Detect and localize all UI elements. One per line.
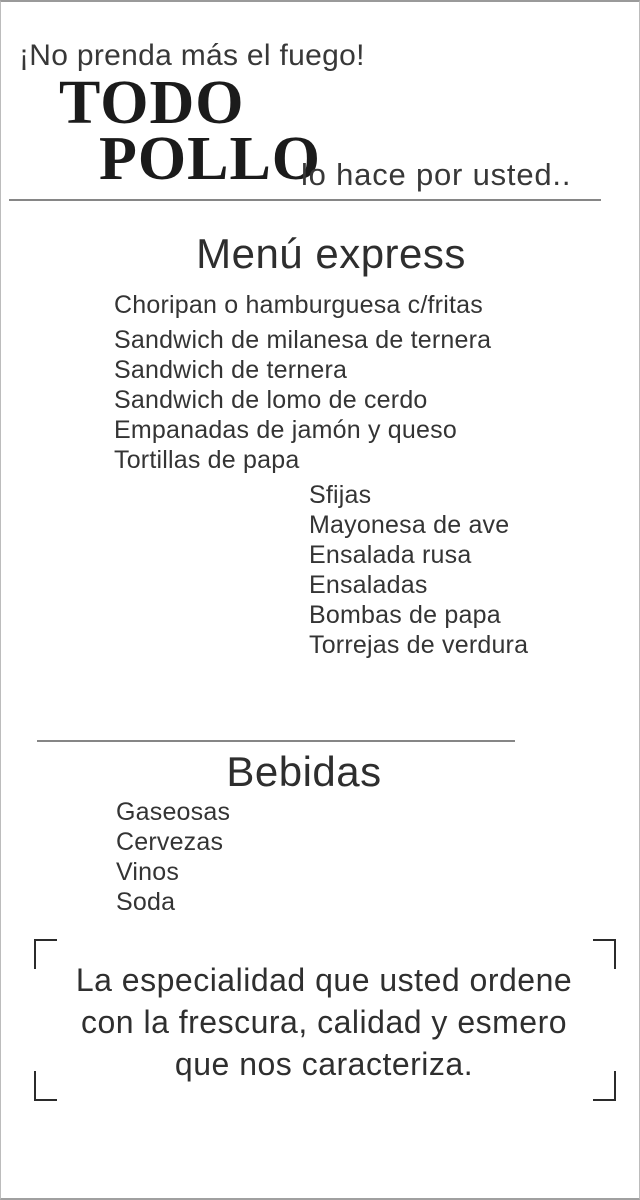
brand-wordmark-pollo: POLLO: [99, 125, 322, 193]
menu-item: Choripan o hamburguesa c/fritas: [114, 291, 483, 319]
bebidas-list: [116, 797, 230, 917]
quote-line-1: La especialidad que usted ordene: [75, 962, 573, 998]
header-divider: [9, 199, 601, 201]
submenu-item: Bombas de papa: [309, 601, 501, 629]
bebidas-item: Vinos: [116, 858, 180, 886]
menu-item: Tortillas de papa: [114, 446, 300, 474]
bebidas-title: Bebidas: [226, 748, 382, 795]
section-divider: [37, 740, 515, 742]
submenu-item: Ensalada rusa: [309, 541, 472, 569]
menu-item: Empanadas de jamón y queso: [114, 416, 457, 444]
submenu-item: Mayonesa de ave: [309, 511, 510, 539]
header-tagline: ¡No prenda más el fuego!: [19, 39, 365, 72]
bebidas-item: Soda: [116, 888, 176, 916]
submenu-item: Ensaladas: [309, 571, 428, 599]
menu-item: Sandwich de lomo de cerdo: [114, 386, 428, 414]
quote-line-3: que nos caracteriza.: [174, 1046, 474, 1082]
menu-item: Sandwich de milanesa de ternera: [114, 326, 492, 354]
bebidas-item: Cervezas: [116, 828, 224, 856]
footer-quote: [34, 959, 614, 1085]
menu-item: Sandwich de ternera: [114, 356, 348, 384]
menu-express-list: [114, 290, 491, 475]
brand-tagline-suffix: lo hace por usted..: [301, 157, 572, 192]
submenu-item: Torrejas de verdura: [309, 631, 529, 659]
menu-express-title: Menú express: [196, 230, 466, 277]
bebidas-item: Gaseosas: [116, 798, 231, 826]
quote-line-2: con la frescura, calidad y esmero: [80, 1004, 568, 1040]
submenu-item: Sfijas: [309, 481, 372, 509]
brand-wordmark-todo: TODO: [59, 69, 245, 137]
menu-express-sublist: [309, 480, 528, 660]
